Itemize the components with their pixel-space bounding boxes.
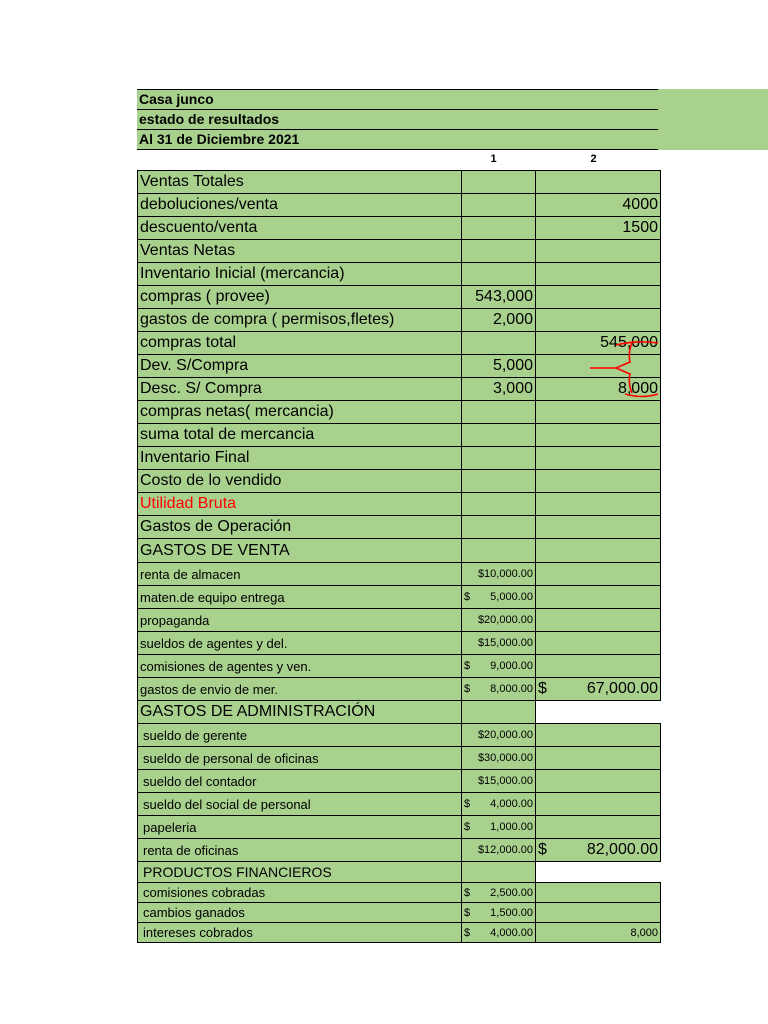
expense-amount: $20,000.00 <box>462 609 536 632</box>
table-row <box>138 240 661 263</box>
row-col1 <box>462 263 536 286</box>
table-row <box>138 217 661 240</box>
table-row <box>138 516 661 539</box>
row-label: Inventario Final <box>138 447 462 470</box>
row-col1: 543,000 <box>462 286 536 309</box>
row-col1: 3,000 <box>462 378 536 401</box>
table-row <box>138 171 661 194</box>
expense-label: renta de oficinas <box>138 839 462 862</box>
expense-label: sueldo del social de personal <box>138 793 462 816</box>
column-number-2: 2 <box>590 153 597 165</box>
row-label: compras ( provee) <box>138 286 462 309</box>
expense-amount: $ 1,000.00 <box>462 816 536 839</box>
table-row <box>138 332 661 355</box>
row-label: Dev. S/Compra <box>138 355 462 378</box>
income-label: cambios ganados <box>138 903 462 923</box>
table-row <box>138 862 661 883</box>
row-label: Ventas Netas <box>138 240 462 263</box>
table-row <box>138 816 661 839</box>
row-col1 <box>462 539 536 563</box>
company-name: Casa junco <box>137 89 658 109</box>
row-label: gastos de compra ( permisos,fletes) <box>138 309 462 332</box>
expense-label: sueldo del contador <box>138 770 462 793</box>
table-row <box>138 309 661 332</box>
row-label: compras netas( mercancia) <box>138 401 462 424</box>
expense-amount: $10,000.00 <box>462 563 536 586</box>
row-col2 <box>536 447 661 470</box>
green-side-block <box>658 89 768 150</box>
row-label: compras total <box>138 332 462 355</box>
row-col2: 545,000 <box>536 332 661 355</box>
table-row <box>138 839 661 862</box>
table-row <box>138 378 661 401</box>
row-col1 <box>462 194 536 217</box>
row-label: Costo de lo vendido <box>138 470 462 493</box>
income-label: comisiones cobradas <box>138 883 462 903</box>
income-statement-table <box>137 170 661 943</box>
row-label: Gastos de Operación <box>138 516 462 539</box>
admin-total: $ 82,000.00 <box>536 839 661 862</box>
table-row <box>138 493 661 516</box>
expense-label: gastos de envio de mer. <box>138 678 462 701</box>
column-number-1: 1 <box>490 153 497 165</box>
table-row <box>138 747 661 770</box>
row-col2 <box>536 286 661 309</box>
table-row <box>138 286 661 309</box>
row-col1: 2,000 <box>462 309 536 332</box>
table-row <box>138 883 661 903</box>
expense-amount: $20,000.00 <box>462 724 536 747</box>
fin-total: 8,000 <box>536 923 661 943</box>
row-label: Ventas Totales <box>138 171 462 194</box>
row-col1 <box>462 401 536 424</box>
row-col1: 5,000 <box>462 355 536 378</box>
row-label: Inventario Inicial (mercancia) <box>138 263 462 286</box>
income-amount: $ 4,000.00 <box>462 923 536 943</box>
row-col1 <box>462 171 536 194</box>
table-row <box>138 470 661 493</box>
statement-title: estado de resultados <box>137 109 658 129</box>
row-label: deboluciones/venta <box>138 194 462 217</box>
table-row <box>138 563 661 586</box>
section-title-fin: PRODUCTOS FINANCIEROS <box>138 862 462 883</box>
row-col2 <box>536 539 661 563</box>
row-col2 <box>536 493 661 516</box>
statement-date: Al 31 de Diciembre 2021 <box>137 129 658 150</box>
expense-amount: $ 8,000.00 <box>462 678 536 701</box>
row-col2 <box>536 424 661 447</box>
income-label: intereses cobrados <box>138 923 462 943</box>
expense-amount: $30,000.00 <box>462 747 536 770</box>
table-row <box>138 655 661 678</box>
table-row <box>138 586 661 609</box>
table-row <box>138 194 661 217</box>
row-col1 <box>462 240 536 263</box>
row-col2 <box>536 355 661 378</box>
row-label: Desc. S/ Compra <box>138 378 462 401</box>
table-row <box>138 701 661 724</box>
row-col2: 8,000 <box>536 378 661 401</box>
table-row <box>138 539 661 563</box>
row-label: suma total de mercancia <box>138 424 462 447</box>
row-col2 <box>536 401 661 424</box>
row-col2 <box>536 309 661 332</box>
table-row <box>138 263 661 286</box>
expense-label: maten.de equipo entrega <box>138 586 462 609</box>
table-row <box>138 447 661 470</box>
table-row <box>138 724 661 747</box>
row-col2: 4000 <box>536 194 661 217</box>
row-col1 <box>462 217 536 240</box>
row-col2 <box>536 470 661 493</box>
row-col2 <box>536 263 661 286</box>
table-row <box>138 609 661 632</box>
expense-label: comisiones de agentes y ven. <box>138 655 462 678</box>
row-col1 <box>462 447 536 470</box>
expense-label: sueldo de gerente <box>138 724 462 747</box>
table-row <box>138 678 661 701</box>
expense-label: renta de almacen <box>138 563 462 586</box>
gross-profit-label: Utilidad Bruta <box>138 493 462 516</box>
row-col2 <box>536 171 661 194</box>
ventas-total: $ 67,000.00 <box>536 678 661 701</box>
expense-label: sueldo de personal de oficinas <box>138 747 462 770</box>
row-col2: 1500 <box>536 217 661 240</box>
row-col2 <box>536 516 661 539</box>
section-title-admin: GASTOS DE ADMINISTRACIÓN <box>138 701 462 724</box>
expense-amount: $15,000.00 <box>462 770 536 793</box>
expense-amount: $12,000.00 <box>462 839 536 862</box>
row-col2 <box>536 240 661 263</box>
expense-amount: $15,000.00 <box>462 632 536 655</box>
expense-label: sueldos de agentes y del. <box>138 632 462 655</box>
expense-amount: $ 4,000.00 <box>462 793 536 816</box>
table-row <box>138 793 661 816</box>
section-title-ventas: GASTOS DE VENTA <box>138 539 462 563</box>
row-col1 <box>462 493 536 516</box>
expense-amount: $ 9,000.00 <box>462 655 536 678</box>
row-col1 <box>462 516 536 539</box>
table-row <box>138 401 661 424</box>
table-row <box>138 632 661 655</box>
row-col1 <box>462 470 536 493</box>
income-amount: $ 1,500.00 <box>462 903 536 923</box>
expense-label: papeleria <box>138 816 462 839</box>
table-row <box>138 903 661 923</box>
row-col1 <box>462 424 536 447</box>
expense-amount: $ 5,000.00 <box>462 586 536 609</box>
income-amount: $ 2,500.00 <box>462 883 536 903</box>
expense-label: propaganda <box>138 609 462 632</box>
row-label: descuento/venta <box>138 217 462 240</box>
table-row <box>138 923 661 943</box>
table-row <box>138 424 661 447</box>
table-row <box>138 355 661 378</box>
table-row <box>138 770 661 793</box>
row-col1 <box>462 332 536 355</box>
